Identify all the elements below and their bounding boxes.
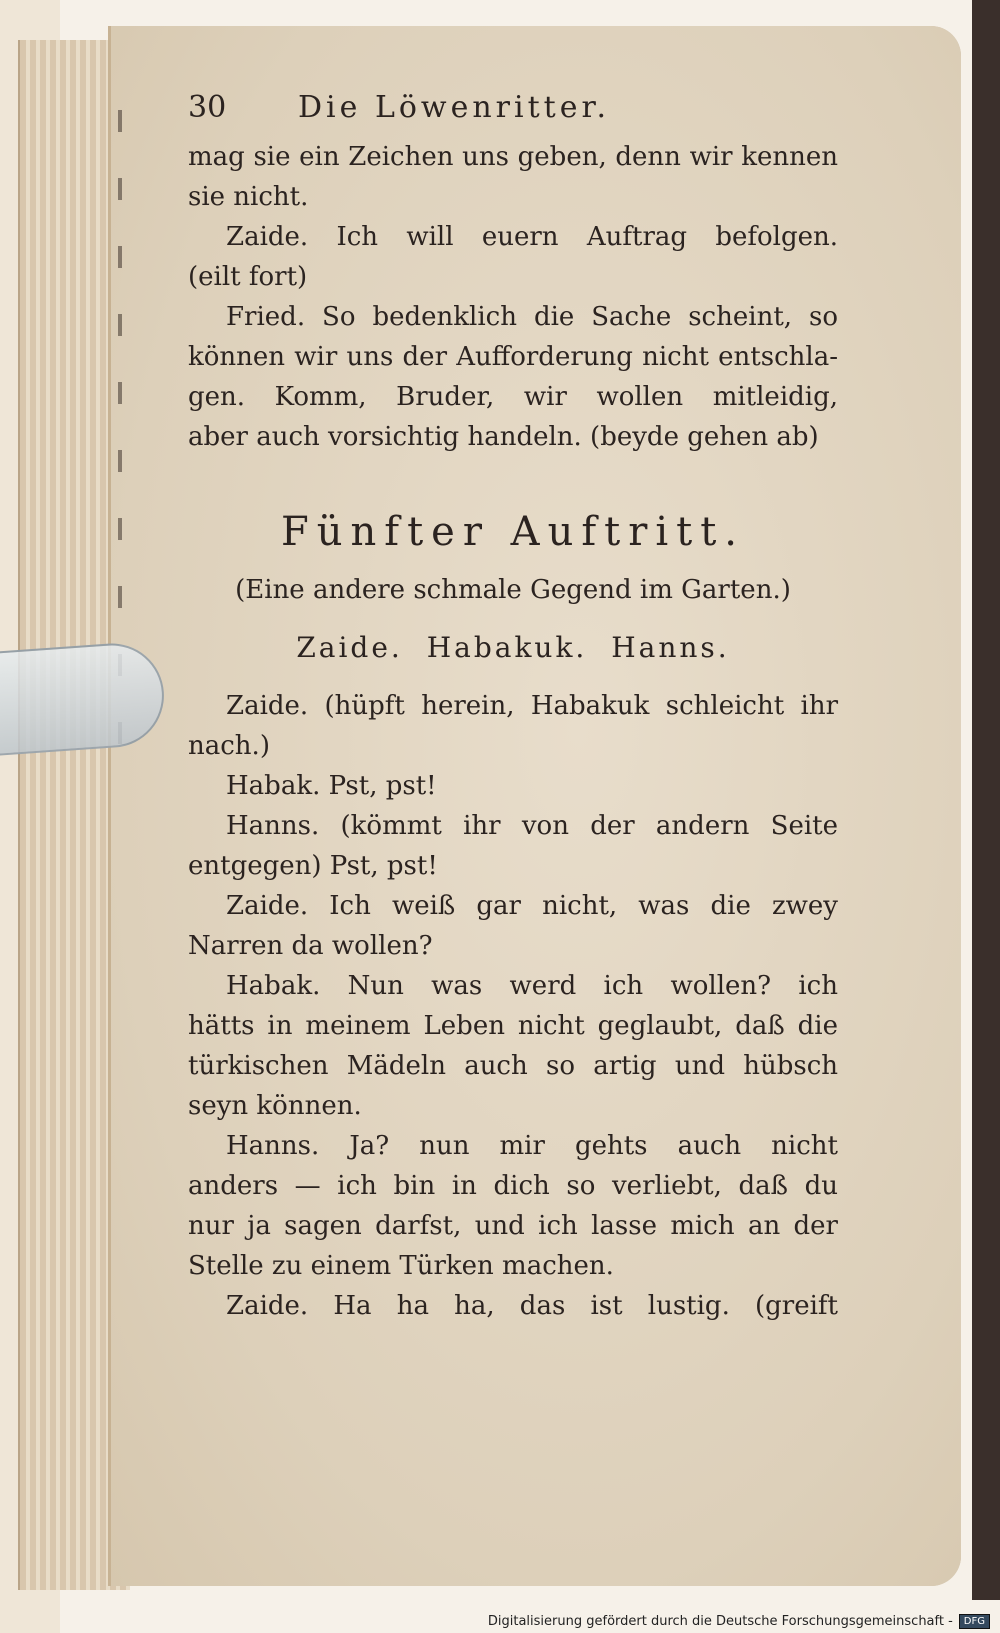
text-line: sie nicht. xyxy=(188,182,309,212)
book-cover-edge xyxy=(972,0,1000,1600)
text-line: Stelle zu einem Türken machen. xyxy=(188,1251,614,1281)
text-line: Hanns. Ja? nun mir gehts auch nicht xyxy=(226,1131,838,1161)
dfg-logo-icon: DFG xyxy=(959,1614,990,1629)
text-line: seyn können. xyxy=(188,1091,362,1121)
text-line: mag sie ein Zeichen uns geben, denn wir kennen xyxy=(188,142,838,172)
running-title: Die Löwenritter. xyxy=(298,90,611,125)
character-name: Hanns. xyxy=(611,631,730,664)
running-header xyxy=(188,90,838,125)
credit-text: Digitalisierung gefördert durch die Deutsche Forschungsgemeinschaft - xyxy=(487,1614,953,1629)
text-line: nach.) xyxy=(188,731,270,761)
text-line: Zaide. Ich weiß gar nicht, was die zwey xyxy=(226,891,838,921)
text-line: gen. Komm, Bruder, wir wollen mitleidig, xyxy=(188,382,838,412)
page-text xyxy=(188,90,838,1326)
text-line: nur ja sagen darfst, und ich lasse mich an der xyxy=(188,1211,838,1241)
scene-characters xyxy=(188,631,838,664)
text-line: Zaide. (hüpft herein, Habakuk schleicht ihr xyxy=(226,691,838,721)
text-line: anders — ich bin in dich so verliebt, daß du xyxy=(188,1171,838,1201)
character-name: Habakuk. xyxy=(426,631,588,664)
text-line: Zaide. Ha ha ha, das ist lustig. (greift xyxy=(226,1291,838,1321)
scene-setting: (Eine andere schmale Gegend im Garten.) xyxy=(235,575,791,605)
text-line: Hanns. (kömmt ihr von der andern Seite xyxy=(226,811,838,841)
character-name: Zaide. xyxy=(296,631,403,664)
text-line: Narren da wollen? xyxy=(188,931,433,961)
page-number: 30 xyxy=(188,90,227,125)
text-line: Habak. Pst, pst! xyxy=(226,771,437,801)
text-line: Habak. Nun was werd ich wollen? ich xyxy=(226,971,838,1001)
text-line: (eilt fort) xyxy=(188,262,308,292)
text-line: hätts in meinem Leben nicht geglaubt, daß die xyxy=(188,1011,838,1041)
text-line: können wir uns der Aufforderung nicht entschla- xyxy=(188,342,838,372)
text-line: aber auch vorsichtig handeln. (beyde gehen ab) xyxy=(188,422,819,452)
text-line: Fried. So bedenklich die Sache scheint, so xyxy=(226,302,838,332)
text-line: entgegen) Pst, pst! xyxy=(188,851,438,881)
scene-title: Fünfter Auftritt. xyxy=(281,509,745,555)
digitization-credit xyxy=(488,1614,990,1629)
text-line: türkischen Mädeln auch so artig und hübsch xyxy=(188,1051,838,1081)
text-line: Zaide. Ich will euern Auftrag befolgen. xyxy=(226,222,838,252)
